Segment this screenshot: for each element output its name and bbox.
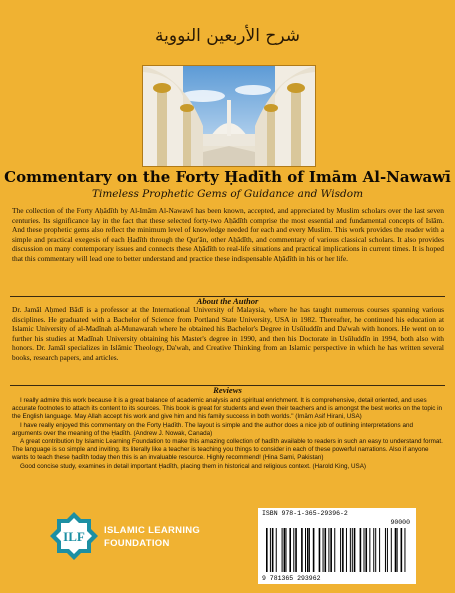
barcode-bars — [258, 508, 416, 584]
arabic-title: شرح الأربعين النووية — [155, 26, 300, 46]
reviews-block — [12, 397, 444, 471]
barcode-bar — [266, 528, 268, 572]
barcode-bar — [350, 528, 351, 572]
barcode-bar — [293, 528, 294, 572]
reviews-heading: Reviews — [213, 385, 242, 395]
review-item: Good concise study, examines in detail important Ḥadīth, placing them in historical and religious context. (Harold King, USA) — [20, 462, 367, 470]
barcode-bar — [305, 528, 306, 572]
barcode-bar — [373, 528, 374, 572]
barcode-bar — [276, 528, 277, 572]
barcode-number: 9 781365 293962 — [262, 575, 321, 582]
about-author-heading: About the Author — [196, 296, 259, 306]
barcode-bar — [330, 528, 332, 572]
mosque-image — [143, 66, 315, 166]
barcode-bar — [346, 528, 347, 572]
barcode-bar — [375, 528, 376, 572]
logo-text: ILF — [63, 529, 85, 544]
isbn-barcode — [258, 508, 416, 584]
barcode-bar — [328, 528, 329, 572]
mosque-photo — [142, 65, 316, 167]
barcode-bar — [270, 528, 271, 572]
book-title: Commentary on the Forty Ḥadīth of Imām Al-Nawawī — [4, 168, 451, 186]
barcode-bar — [360, 528, 362, 572]
barcode-bar — [369, 528, 370, 572]
barcode-bar — [309, 528, 310, 572]
ilf-logo-icon — [48, 510, 100, 562]
price-code: 90000 — [390, 519, 410, 526]
barcode-bar — [404, 528, 405, 572]
barcode-bar — [352, 528, 353, 572]
barcode-bar — [301, 528, 303, 572]
barcode-bar — [401, 528, 403, 572]
barcode-bar — [334, 528, 335, 572]
barcode-bar — [284, 528, 286, 572]
barcode-bar — [385, 528, 386, 572]
barcode-bar — [364, 528, 365, 572]
barcode-bar — [325, 528, 327, 572]
barcode-bar — [395, 528, 397, 572]
barcode-bar — [342, 528, 344, 572]
review-item: I have really enjoyed this commentary on the Forty Ḥadīth. The layout is simple and the author does a nice job of outlining interpretations and arguments over the meaning of the Ḥadīth. (Andrew J. Nowak, Canada) — [12, 421, 413, 437]
barcode-bar — [295, 528, 297, 572]
publisher-name-line2: FOUNDATION — [104, 538, 170, 549]
barcode-bar — [397, 528, 398, 572]
review-item: A great contribution by Islamic Learning Foundation to make this amazing collection of ḥadīth available to readers in such an easy to understand format. The language is so simple and inviting. Its literally like a teacher is teaching you things to consider in each of these powerful narrations. Also if anyone wants to teach these ḥadīth today then this is an invaluable resource. Highly recommend! (Hina Sami, Pakistan) — [12, 438, 443, 462]
publisher-name — [104, 524, 200, 550]
book-subtitle: Timeless Prophetic Gems of Guidance and Wisdom — [91, 188, 364, 200]
barcode-bar — [282, 528, 283, 572]
barcode-bar — [307, 528, 309, 572]
barcode-bar — [313, 528, 315, 572]
book-description: The collection of the Forty Aḥādīth by Al-Imām Al-Nawawī has been known, accepted, and appreciated by Muslim scholars over the last seven centuries. Its significance lay in the fact that these selected forty-two Aḥādīth comprise the most essential and fundamental concepts of Islām. And these prophetic gems also reflect the minimum level of knowledge needed for each and every Muslim. This work provides the reader with a simple and practical exegesis of each Ḥadīth through the Qur'ān, other Aḥādīth, and commentary of various classical scholars. It also provides discussion on many contemporary issues and connects these Aḥādīth to real-life situations and practical implications in current times. It is hoped that this commentary will lead one to better understand and practice these indispensable Aḥādīth in his or her life. — [12, 206, 444, 263]
barcode-bar — [319, 528, 321, 572]
review-item: I really admire this work because it is a great balance of academic analysis and spiritual enrichment. It is comprehensive, detail oriented, and uses accurate footnotes to attach its content to its sources. This book is great for students and even their teachers and is amongst the best works on the topic in the English language. May Allah accept his work and give him and his family success in both worlds." (Imām Asif Hirani, USA) — [12, 397, 443, 421]
barcode-bar — [391, 528, 392, 572]
barcode-bar — [354, 528, 356, 572]
barcode-bar — [340, 528, 341, 572]
barcode-bar — [323, 528, 324, 572]
barcode-bar — [379, 528, 380, 572]
barcode-bar — [272, 528, 274, 572]
barcode-bar — [387, 528, 388, 572]
isbn-text: ISBN 978-1-365-29396-2 — [262, 510, 348, 517]
barcode-bar — [365, 528, 367, 572]
barcode-bar — [286, 528, 287, 572]
publisher-name-line1: ISLAMIC LEARNING — [104, 525, 201, 536]
about-author-text: Dr. Jamāl Aḥmed Bādī is a professor at the International University of Malaysia, where he has taught numerous courses spanning various disciplines. He graduated with a Bachelor of Science from Portland State University, USA in 1982. Thereafter, he continued his education at Islamic University of al-Madīnah al-Munawarah where he obtained his Bachelor's Degree in Usūluddīn and Da'wah with honors. He went on to further his studies at Madīnah University obtaining his Master's degree in 1990, and then his Doctorate in Usūluddīn in 1994, both also with honors. Dr. Jamāl specializes in Islāmic Theology, Da'wah, and Creative Thinking from an Islamic perspective in which he has written several books, research papers, and articles. — [12, 305, 444, 362]
barcode-bar — [289, 528, 291, 572]
